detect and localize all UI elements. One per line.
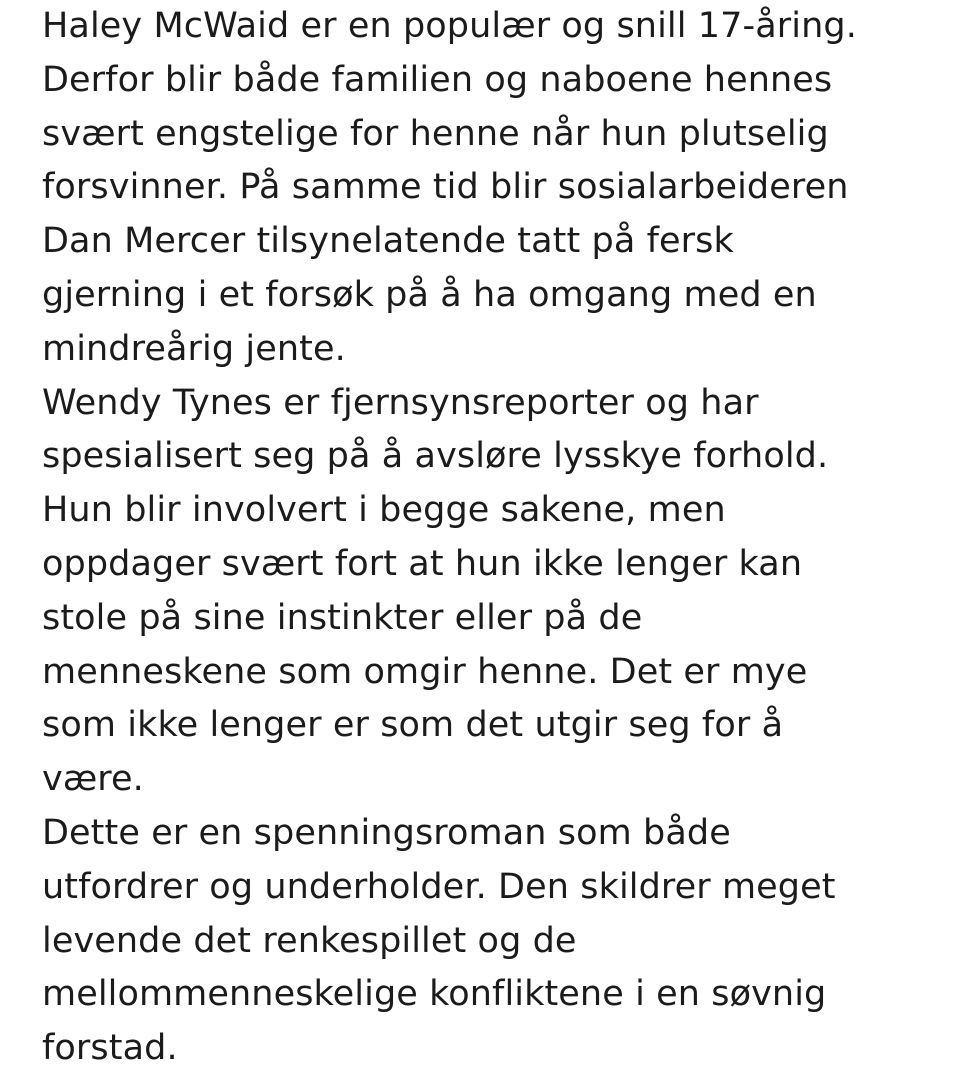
text-line: gjerning i et forsøk på å ha omgang med en	[42, 274, 817, 315]
text-line: svært engstelige for henne når hun plutselig	[42, 113, 829, 154]
book-description	[42, 0, 942, 1076]
text-line: forstad.	[42, 1028, 178, 1069]
text-line: mellommenneskelige konfliktene i en søvnig	[42, 974, 827, 1015]
text-line: levende det renkespillet og de	[42, 920, 577, 961]
text-line: Wendy Tynes er fjernsynsreporter og har	[42, 382, 759, 423]
text-line: Haley McWaid er en populær og snill 17-åring.	[42, 6, 857, 46]
text-line: Hun blir involvert i begge sakene, men	[42, 490, 726, 531]
text-line: Dette er en spenningsroman som både	[42, 812, 731, 853]
text-line: utfordrer og underholder. Den skildrer meget	[42, 866, 836, 907]
text-line: forsvinner. På samme tid blir sosialarbeideren	[42, 167, 849, 208]
text-line: menneskene som omgir henne. Det er mye	[42, 651, 808, 692]
text-line: være.	[42, 759, 144, 800]
text-line: Derfor blir både familien og naboene hennes	[42, 59, 833, 100]
text-line: stole på sine instinkter eller på de	[42, 597, 643, 638]
text-line: som ikke lenger er som det utgir seg for å	[42, 705, 784, 746]
text-line: Dan Mercer tilsynelatende tatt på fersk	[42, 221, 734, 262]
text-line: oppdager svært fort at hun ikke lenger kan	[42, 543, 803, 584]
text-line: mindreårig jente.	[42, 328, 346, 369]
text-line: spesialisert seg på å avsløre lysskye forhold.	[42, 436, 829, 477]
